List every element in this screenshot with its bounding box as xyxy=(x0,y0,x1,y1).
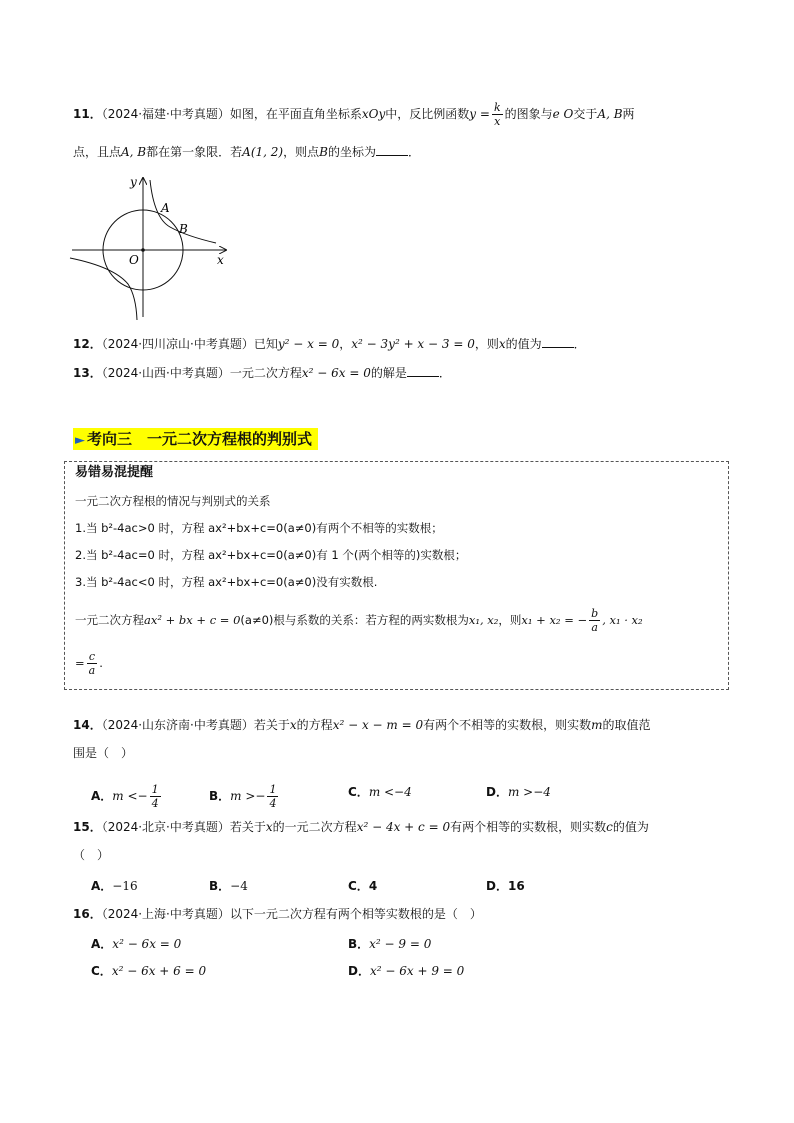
tip-title: 易错易混提醒 xyxy=(75,465,154,480)
question-text: 的方程 xyxy=(296,718,333,732)
math-expression: A(1, 2) xyxy=(242,145,284,159)
question-text: ，则 xyxy=(474,337,499,351)
math-expression: x₁, x₂ xyxy=(468,613,499,627)
question-text: 交于 xyxy=(573,107,598,121)
tip-line: 3.当 b²-4ac<0 时，方程 ax²+bx+c=0(a≠0)没有实数根. xyxy=(75,575,378,589)
question-text: 的一元二次方程 xyxy=(272,820,357,834)
option-label: C． xyxy=(348,785,369,799)
option-label: D． xyxy=(486,879,508,893)
fraction xyxy=(267,783,278,810)
hyperbola-branch-2 xyxy=(70,258,137,320)
tip-box xyxy=(64,461,729,690)
question-text: 一元二次方程 xyxy=(229,366,302,380)
q12-line xyxy=(73,335,586,353)
math-expression: A, B xyxy=(121,145,147,159)
fraction-denominator: a xyxy=(591,621,598,634)
equation: x² − 3y² + x − 3 = 0 xyxy=(351,337,475,351)
fraction-numerator: k xyxy=(493,101,501,114)
point-a-label: A xyxy=(161,201,170,215)
option-value: −16 xyxy=(112,879,138,893)
option-b[interactable] xyxy=(209,877,248,895)
section-heading xyxy=(73,428,318,450)
option-equation: x² − 6x + 9 = 0 xyxy=(369,964,465,978)
question-text: 若关于 xyxy=(253,718,290,732)
answer-blank xyxy=(407,364,439,377)
option-b[interactable] xyxy=(348,935,431,953)
q15-line2: （ ） xyxy=(73,848,110,862)
question-text: 的值为 xyxy=(612,820,649,834)
fraction-denominator: a xyxy=(88,664,96,677)
question-text: 如图，在平面直角坐标系 xyxy=(229,107,362,121)
equation: x² − 6x = 0 xyxy=(301,366,371,380)
option-a[interactable] xyxy=(91,783,163,810)
option-label: A． xyxy=(91,879,113,893)
math-expression: B xyxy=(319,145,328,159)
math-expression: = xyxy=(75,656,85,670)
question-text: 已知 xyxy=(253,337,278,351)
option-label: C． xyxy=(91,964,112,978)
question-source: （2024·上海·中考真题） xyxy=(101,907,230,921)
q13-line xyxy=(73,364,451,382)
option-d[interactable] xyxy=(486,877,525,895)
option-value: 4 xyxy=(368,879,378,893)
tip-line-vieta xyxy=(75,607,643,634)
question-text: 的图象与 xyxy=(504,107,553,121)
equation: x² − x − m = 0 xyxy=(332,718,424,732)
option-label: A． xyxy=(91,789,113,803)
equation: x² − 4x + c = 0 xyxy=(356,820,451,834)
question-text: ． xyxy=(573,337,586,351)
question-text: 若关于 xyxy=(229,820,266,834)
question-number: 12． xyxy=(73,337,102,351)
point-b-label: B xyxy=(179,222,188,236)
answer-blank xyxy=(542,335,574,348)
math-expression: e O xyxy=(552,107,574,121)
option-equation: x² − 6x + 6 = 0 xyxy=(111,964,207,978)
fraction xyxy=(589,607,600,634)
tip-text: (a≠0)根与系数的关系：若方程的两实数根为 xyxy=(240,613,469,627)
option-label: A． xyxy=(91,937,113,951)
fraction-denominator: x xyxy=(494,115,501,128)
q15-line1 xyxy=(73,818,649,836)
math-expression: x₁ + x₂ = − xyxy=(521,613,588,627)
fraction-denominator: 4 xyxy=(269,797,277,810)
fraction-numerator: b xyxy=(591,607,599,620)
equation: ax² + bx + c = 0 xyxy=(144,613,241,627)
fraction xyxy=(87,650,98,677)
tip-line: 2.当 b²-4ac=0 时，方程 ax²+bx+c=0(a≠0)有 1 个(两个相等的)实数根； xyxy=(75,548,467,562)
option-equation: x² − 9 = 0 xyxy=(369,937,432,951)
question-text: ． xyxy=(407,145,420,159)
section-title: 考向三 一元二次方程根的判别式 xyxy=(87,430,313,448)
y-axis-label: y xyxy=(130,175,137,189)
option-label: C． xyxy=(348,879,369,893)
math-expression: , x₁ · x₂ xyxy=(602,613,643,627)
option-label: D． xyxy=(348,964,370,978)
equation: y² − x = 0 xyxy=(277,337,340,351)
question-text: 的坐标为 xyxy=(327,145,376,159)
origin-point xyxy=(141,248,145,252)
tip-line: 一元二次方程根的情况与判别式的关系 xyxy=(75,494,271,508)
question-source: （2024·北京·中考真题） xyxy=(101,820,230,834)
question-number: 14． xyxy=(73,718,102,732)
option-c[interactable] xyxy=(348,877,377,895)
answer-blank xyxy=(376,143,408,156)
question-source: （2024·福建·中考真题） xyxy=(101,107,230,121)
option-value: −4 xyxy=(230,879,248,893)
q11-line2 xyxy=(73,143,420,161)
variable: c xyxy=(606,820,613,834)
variable: x xyxy=(289,718,297,732)
question-text: 有两个不相等的实数根，则实数 xyxy=(423,718,592,732)
variable: m xyxy=(591,718,603,732)
question-text: 的解是 xyxy=(370,366,407,380)
x-axis-label: x xyxy=(217,253,224,267)
option-c[interactable] xyxy=(348,783,412,801)
question-number: 13． xyxy=(73,366,102,380)
option-value: 16 xyxy=(507,879,525,893)
option-expression: m >−4 xyxy=(507,785,551,799)
q16-line xyxy=(73,905,482,923)
fraction xyxy=(492,101,503,128)
option-label: D． xyxy=(486,785,508,799)
origin-label: O xyxy=(129,253,139,267)
question-text: ， xyxy=(339,337,352,351)
option-a[interactable] xyxy=(91,877,138,895)
tip-line-product xyxy=(75,650,103,677)
tip-text: . xyxy=(99,656,103,670)
fraction-numerator: c xyxy=(88,650,95,663)
question-number: 15． xyxy=(73,820,102,834)
question-text: ． xyxy=(438,366,451,380)
option-d[interactable] xyxy=(486,783,551,801)
math-expression: y = xyxy=(469,107,490,121)
fraction-numerator: 1 xyxy=(151,783,159,796)
option-expression: m >− xyxy=(230,789,266,803)
question-text: 的取值范 xyxy=(602,718,651,732)
q14-line2: 围是（ ） xyxy=(73,746,134,760)
q14-line1 xyxy=(73,716,651,734)
question-text: 中，反比例函数 xyxy=(385,107,470,121)
question-number: 11． xyxy=(73,107,102,121)
option-equation: x² − 6x = 0 xyxy=(112,937,182,951)
option-c[interactable] xyxy=(91,962,206,980)
question-text: 两 xyxy=(622,107,635,121)
question-text: 都在第一象限．若 xyxy=(146,145,243,159)
option-b[interactable] xyxy=(209,783,280,810)
option-a[interactable] xyxy=(91,935,181,953)
option-label: B． xyxy=(209,789,231,803)
question-source: （2024·四川凉山·中考真题） xyxy=(101,337,254,351)
question-text: ，则点 xyxy=(283,145,320,159)
question-text: 点，且点 xyxy=(73,145,122,159)
fraction-denominator: 4 xyxy=(151,797,159,810)
question-source: （2024·山西·中考真题） xyxy=(101,366,230,380)
option-label: B． xyxy=(348,937,370,951)
math-expression: A, B xyxy=(597,107,623,121)
question-source: （2024·山东济南·中考真题） xyxy=(101,718,254,732)
question-number: 16． xyxy=(73,907,102,921)
q11-line1 xyxy=(73,101,635,128)
coordinate-system: xOy xyxy=(361,107,386,121)
fraction-numerator: 1 xyxy=(269,783,277,796)
fraction xyxy=(150,783,161,810)
variable: x xyxy=(498,337,506,351)
tip-line: 1.当 b²-4ac>0 时，方程 ax²+bx+c=0(a≠0)有两个不相等的实数根； xyxy=(75,521,443,535)
tip-text: ，则 xyxy=(498,613,522,627)
variable: x xyxy=(265,820,273,834)
triangle-marker-icon: ► xyxy=(75,433,85,448)
tip-text: 一元二次方程 xyxy=(75,613,144,627)
option-d[interactable] xyxy=(348,962,464,980)
question-text: 有两个相等的实数根，则实数 xyxy=(450,820,607,834)
question-text: 以下一元二次方程有两个相等实数根的是（ ） xyxy=(229,907,482,921)
option-expression: m <− xyxy=(112,789,148,803)
option-expression: m <−4 xyxy=(368,785,412,799)
question-text: 的值为 xyxy=(505,337,542,351)
q11-figure xyxy=(68,172,238,322)
option-label: B． xyxy=(209,879,231,893)
